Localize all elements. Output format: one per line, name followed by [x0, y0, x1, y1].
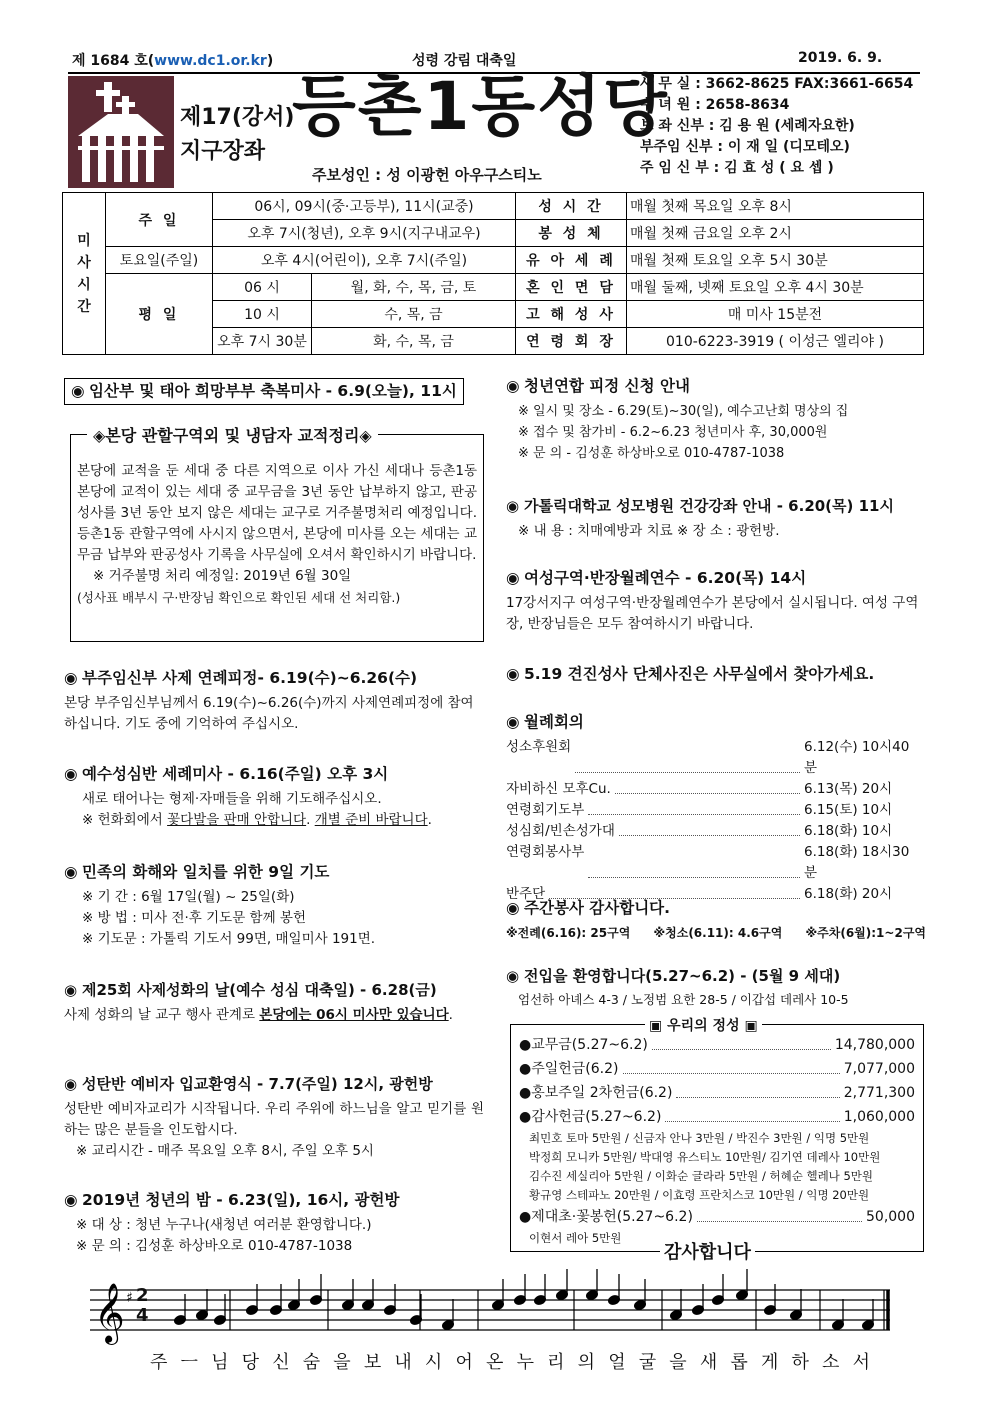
- lyric-syllable: 시: [424, 1352, 443, 1373]
- camp-place: ※ 일시 및 장소 - 6.29(토)~30(일), 예수고난회 명상의 집: [518, 404, 849, 419]
- baptism-note: ※ 헌화회에서 꽃다발을 판매 안합니다. 개별 준비 바랍니다.: [82, 812, 432, 828]
- lyric-syllable: 온: [486, 1352, 504, 1373]
- service-thanks: ※전례(6.16): 25구역 ※청소(6.11): 4.6구역 ※주차(6월):1~2구역: [506, 926, 926, 940]
- schedule-label: 고 해 성 사: [516, 301, 627, 328]
- offering-row: ●주일헌금(6.2) 7,077,000: [511, 1057, 923, 1081]
- christmas-body: 성탄반 예비자교리가 시작됩니다. 우리 주위에 하느님을 알고 믿기를 원하는 많은 분들을 인도합시다.: [64, 1101, 484, 1138]
- prayer-section: [64, 862, 484, 950]
- welcome-section: [506, 966, 926, 1010]
- lyric-syllable: 굴: [638, 1352, 657, 1373]
- weekday-time: 06 시: [213, 274, 312, 301]
- prayer-heading: ◉ 민족의 화해와 일치를 위한 9일 기도: [64, 863, 330, 881]
- mass-time-label: 미 사 시 간: [63, 193, 106, 355]
- schedule-value: 매월 첫째 금요일 오후 2시: [627, 220, 924, 247]
- parish-title: 등촌1동성당: [292, 68, 669, 145]
- lyric-syllable: 소: [822, 1352, 840, 1373]
- mass-schedule-table: [62, 192, 924, 355]
- prayer-text: ※ 기도문 : 가톨릭 기도서 99면, 매일미사 191면.: [82, 931, 376, 947]
- priest-day-body: 사제 성화의 날 교구 행사 관계로 본당에는 06시 미사만 있습니다.: [64, 1007, 453, 1023]
- flower-donor: 이현서 레아 5만원: [529, 1231, 622, 1245]
- lyric-syllable: 롭: [730, 1352, 748, 1373]
- district-seat: 지구장좌: [180, 139, 266, 164]
- lyric-syllable: 누: [516, 1352, 534, 1373]
- sunday-label: 주 일: [106, 193, 213, 247]
- schedule-value: 매월 첫째 목요일 오후 8시: [627, 193, 924, 220]
- offerings-title: ▣ 우리의 정성 ▣: [645, 1015, 762, 1035]
- assistant-priest: 보 좌 신부 : 김 용 원 (세례자요한): [640, 118, 855, 134]
- prayer-method: ※ 방 법 : 미사 전·후 기도문 함께 봉헌: [82, 910, 307, 926]
- schedule-value: 매월 둘째, 넷째 토요일 오후 4시 30분: [627, 274, 924, 301]
- associate-priest: 부주임 신부 : 이 재 일 (디모테오): [640, 139, 850, 155]
- lyric-syllable: 서: [852, 1352, 870, 1373]
- left-column: [64, 378, 488, 405]
- youth-target: ※ 대 상 : 청년 누구나(새청년 여러분 환영합니다.): [76, 1217, 372, 1233]
- camp-section: [506, 376, 926, 464]
- parish-records-notice: [70, 426, 484, 642]
- weekday-days: 수, 목, 금: [312, 301, 516, 328]
- retreat-body: 본당 부주임신부님께서 6.19(수)~6.26(수)까지 사제연례피정에 참여 하십니다. 기도 중에 기억하여 주십시오.: [64, 695, 474, 732]
- youth-contact: ※ 문 의 : 김성훈 하상바오로 010-4787-1038: [76, 1238, 353, 1254]
- baptism-heading: ◉ 예수성심반 세례미사 - 6.16(주일) 오후 3시: [64, 765, 389, 783]
- christmas-note: ※ 교리시간 - 매주 목요일 오후 8시, 주일 오후 5시: [76, 1143, 374, 1159]
- lyric-syllable: 의: [577, 1352, 596, 1373]
- weekday-days: 월, 화, 수, 목, 금, 토: [312, 274, 516, 301]
- welcome-names: 엄선하 아녜스 4-3 / 노정범 요한 28-5 / 이갑섭 데레사 10-5: [518, 992, 849, 1007]
- lyric-syllable: 내: [394, 1352, 412, 1373]
- camp-fee: ※ 접수 및 참가비 - 6.2~6.23 청년미사 후, 30,000원: [518, 425, 828, 440]
- office-phone: 사 무 실 : 3662-8625 FAX:3661-6654: [640, 76, 914, 92]
- notice-title: ◈본당 관할구역외 및 냉담자 교적정리◈: [87, 423, 378, 446]
- saturday-times: 오후 4시(어린이), 오후 7시(주일): [213, 247, 516, 274]
- meeting-row: 연령회기도부 6.15(토) 10시: [506, 802, 893, 818]
- schedule-label: 유 아 세 례: [516, 247, 627, 274]
- feast-name: 성령 강림 대축일: [412, 53, 517, 69]
- sunday-times-2: 오후 7시(청년), 오후 9시(지구내교우): [213, 220, 516, 247]
- weekday-time: 10 시: [213, 301, 312, 328]
- district-name: 제17(강서): [180, 105, 295, 130]
- prayer-period: ※ 기 간 : 6월 17일(월) ~ 25일(화): [82, 889, 295, 905]
- pastor: 주 임 신 부 : 김 효 성 ( 요 셉 ): [640, 160, 834, 176]
- offering-row: ●홍보주일 2차헌금(6.2) 2,771,300: [511, 1081, 923, 1105]
- women-heading: ◉ 여성구역·반장월례연수 - 6.20(목) 14시: [506, 569, 807, 587]
- schedule-label: 봉 성 체: [516, 220, 627, 247]
- retreat-section: [64, 668, 484, 735]
- schedule-label: 성 시 간: [516, 193, 627, 220]
- youth-heading: ◉ 2019년 청년의 밤 - 6.23(일), 16시, 광헌방: [64, 1191, 400, 1209]
- offerings-box: [510, 1018, 924, 1252]
- baptism-section: [64, 764, 484, 831]
- lyric-syllable: 게: [760, 1352, 779, 1373]
- contact-info: [640, 74, 913, 179]
- meeting-row: 반주단 6.18(화) 20시: [506, 886, 893, 902]
- camp-heading: ◉ 청년연합 피정 신청 안내: [506, 377, 690, 395]
- priest-day-heading: ◉ 제25회 사제성화의 날(예수 성심 대축일) - 6.28(금): [64, 981, 437, 999]
- lyric-syllable: ㅡ: [180, 1352, 198, 1373]
- lyric-syllable: 어: [455, 1352, 473, 1373]
- photo-section: [506, 664, 926, 685]
- lyric-syllable: 당: [241, 1352, 260, 1373]
- service-heading: ◉ 주간봉사 감사합니다.: [506, 899, 671, 917]
- blessing-mass-heading: ◉ 임산부 및 태아 희망부부 축복미사 - 6.9(오늘), 11시: [64, 378, 464, 405]
- saturday-label: 토요일(주일): [106, 247, 213, 274]
- hymn-staff: [80, 1268, 920, 1400]
- service-section: [506, 898, 926, 944]
- meeting-row: 성심회/빈손성가대 6.18(화) 10시: [506, 823, 893, 839]
- meeting-row: 자비하신 모후Cu. 6.13(목) 20시: [506, 781, 893, 797]
- women-body: 17강서지구 여성구역·반장월례연수가 본당에서 실시됩니다. 여성 구역장, 반장님들은 모두 참여하시기 바랍니다.: [506, 595, 919, 632]
- weekday-label: 평 일: [106, 274, 213, 355]
- weekday-time: 오후 7시 30분: [213, 328, 312, 355]
- lyric-syllable: 을: [669, 1352, 687, 1373]
- weekday-days: 화, 수, 목, 금: [312, 328, 516, 355]
- lyric-syllable: 새: [699, 1352, 718, 1373]
- meeting-section: [506, 712, 916, 905]
- svg-text:♯: ♯: [126, 1290, 133, 1306]
- lyric-syllable: 신: [272, 1352, 290, 1373]
- sunday-times-1: 06시, 09시(중·고등부), 11시(교중): [213, 193, 516, 220]
- schedule-value: 매 미사 15분전: [627, 301, 924, 328]
- time-signature: 2 4: [136, 1285, 149, 1326]
- hymn-lyrics: [150, 1348, 870, 1374]
- schedule-value: 매월 첫째 토요일 오후 5시 30분: [627, 247, 924, 274]
- offering-row: ●감사헌금(5.27~6.2) 1,060,000: [511, 1105, 923, 1129]
- lyric-syllable: 하: [791, 1352, 809, 1373]
- offering-row: ●교무금(5.27~6.2) 14,780,000: [511, 1033, 923, 1057]
- youth-section: [64, 1190, 484, 1257]
- lyric-syllable: 숨: [302, 1352, 321, 1373]
- donor-list: 최민호 토마 5만원 / 신금자 안나 3만원 / 박진수 3만원 / 익명 5만원 박정희 모니카 5만원/ 박대영 유스티노 10만원/ 김기연 데레사 10만원 김수진 세실리아 5만원 / 이화순 글라라 5만원 / 허혜순 헬레나 5만원 황규영 스테파노 20만원 / 이효령 프란치스코 10만원 / 익명 20만원: [529, 1131, 881, 1202]
- camp-contact: ※ 문 의 - 김성훈 하상바오로 010-4787-1038: [518, 446, 785, 461]
- thanks-label: 감사합니다: [660, 1238, 755, 1264]
- priest-day-section: [64, 980, 484, 1026]
- baptism-body: 새로 태어나는 형제·자매들을 위해 기도해주십시오.: [82, 791, 382, 807]
- issue-date: 2019. 6. 9.: [798, 50, 883, 66]
- offering-row: ●제대초·꽃봉헌(5.27~6.2) 50,000: [511, 1205, 923, 1229]
- lyric-syllable: 주: [150, 1352, 168, 1373]
- schedule-value: 010-6223-3919 ( 이성근 엘리야 ): [627, 328, 924, 355]
- church-logo: [68, 76, 174, 188]
- photo-heading: ◉ 5.19 견진성사 단체사진은 사무실에서 찾아가세요.: [506, 665, 875, 683]
- women-section: [506, 568, 926, 635]
- website-link[interactable]: www.dc1.or.kr: [154, 53, 267, 69]
- lyric-syllable: 님: [211, 1352, 229, 1373]
- welcome-heading: ◉ 전입을 환영합니다(5.27~6.2) - (5월 9 세대): [506, 967, 841, 985]
- health-section: [506, 496, 926, 542]
- health-detail: ※ 내 용 : 치매예방과 치료 ※ 장 소 : 광헌방.: [518, 523, 780, 539]
- retreat-heading: ◉ 부주임신부 사제 연례피정- 6.19(수)~6.26(수): [64, 669, 418, 687]
- meeting-row: 성소후원회 6.12(수) 10시40분: [506, 739, 910, 776]
- meeting-row: 연령회봉사부 6.18(화) 18시30분: [506, 844, 910, 881]
- meeting-heading: ◉ 월례회의: [506, 713, 584, 731]
- lyric-syllable: 리: [547, 1352, 565, 1373]
- notice-body: 본당에 교적을 둔 세대 중 다른 지역으로 이사 가신 세대나 등촌1동 본당에 교적이 있는 세대 중 교무금을 3년 동안 납부하지 않고, 판공성사를 3년 동안 보지 않은 세대는 교구로 거주불명처리 예정입니다. 등촌1동 관할구역에 사시지 않으면서, 본당에 미사를 오는 세대는 교무금 납부와 판공성사 기록을 사무실에 오셔서 확인하시기 바랍니다. ※ 거주불명 처리 예정일: 2019년 6월 30일 (성사표 배부시 구·반장님 확인으로 확인된 세대 선 처리함.): [77, 463, 477, 605]
- health-heading: ◉ 가톨릭대학교 성모병원 건강강좌 안내 - 6.20(목) 11시: [506, 497, 894, 515]
- lyric-syllable: 보: [363, 1352, 382, 1373]
- christmas-heading: ◉ 성탄반 예비자 입교환영식 - 7.7(주일) 12시, 광헌방: [64, 1075, 433, 1093]
- schedule-label: 혼 인 면 담: [516, 274, 627, 301]
- issue-number: 제 1684 호(www.dc1.or.kr): [72, 53, 274, 69]
- convent-phone: 수 녀 원 : 2658-8634: [640, 97, 790, 113]
- lyric-syllable: 얼: [608, 1352, 626, 1373]
- svg-text:𝄞: 𝄞: [94, 1283, 125, 1343]
- patron-saint: 주보성인 : 성 이광헌 아우구스티노: [312, 166, 542, 184]
- schedule-label: 연 령 회 장: [516, 328, 627, 355]
- lyric-syllable: 을: [333, 1352, 351, 1373]
- christmas-section: [64, 1074, 484, 1162]
